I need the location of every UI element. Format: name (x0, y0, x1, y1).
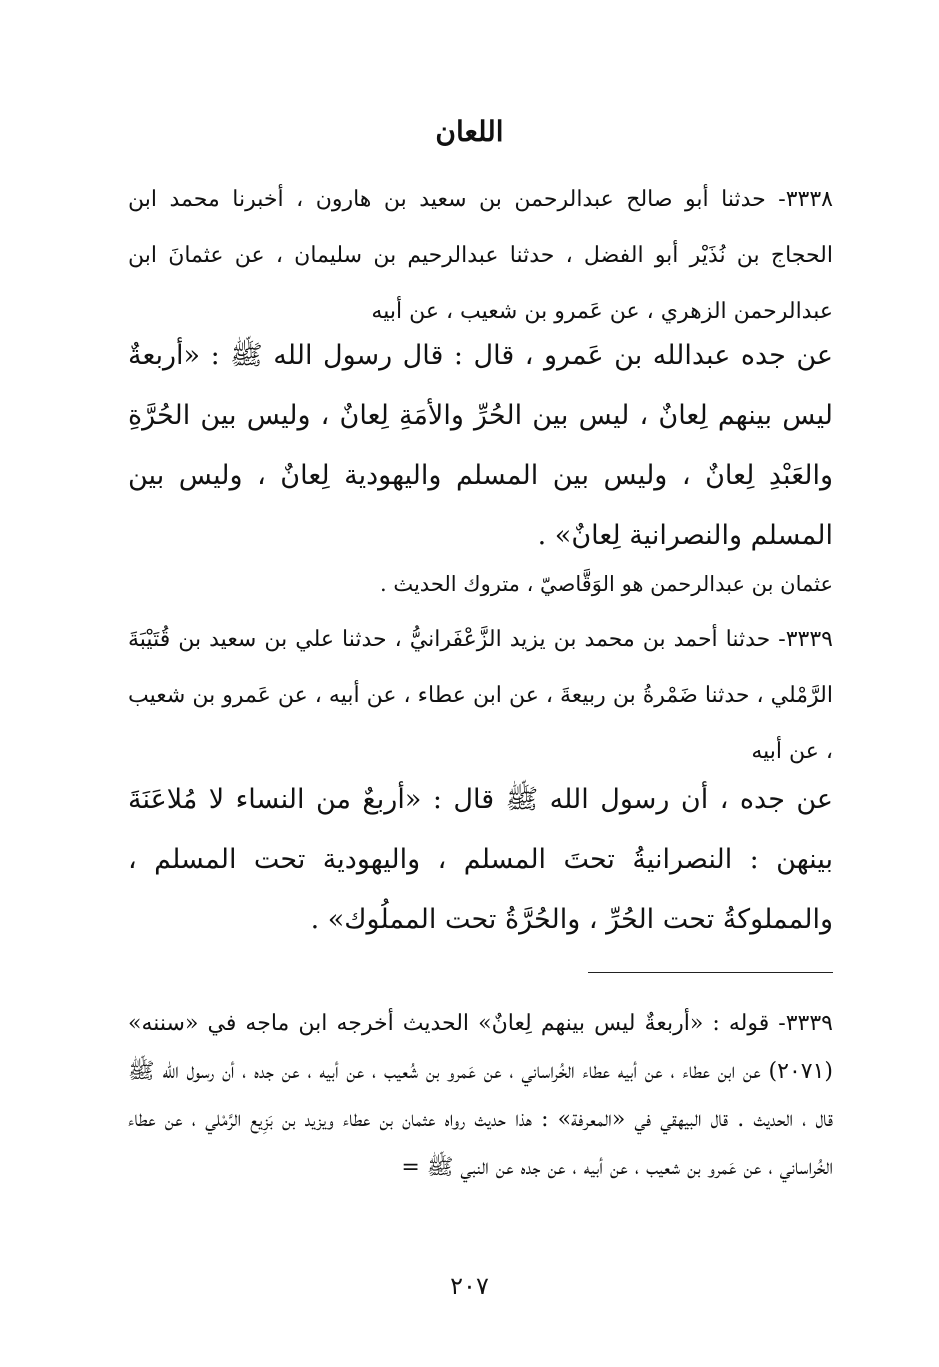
footnote (128, 1000, 833, 1192)
hadith-3339-matn (128, 770, 833, 950)
chapter-title: اللعان (435, 115, 504, 148)
footnote-separator (588, 972, 833, 973)
hadith-3338-matn (128, 326, 833, 566)
hadith-3339-isnad (128, 612, 833, 780)
hadith-3339-isnad-text: ٣٣٣٩- حدثنا أحمد بن محمد بن يزيد الزَّعْفَرانيُّ ، حدثنا علي بن سعيد بن قُتَيْبَةَ الرَّمْلي ، حدثنا ضَمْرةُ بن ربيعةَ ، عن ابن عطاء ، عن أبيه ، عن عَمرو بن شعيب ، عن أبيه (128, 627, 833, 764)
page-number: ٢٠٧ (450, 1272, 489, 1300)
hadith-3338-note (128, 558, 833, 610)
hadith-3338-note-text: عثمان بن عبدالرحمن هو الوَقَّاصيّ ، متروك الحديث . (379, 572, 833, 596)
hadith-3338-isnad-text: ٣٣٣٨- حدثنا أبو صالح عبدالرحمن بن سعيد بن هارون ، أخبرنا محمد ابن الحجاج بن نُذَيْر أبو الفضل ، حدثنا عبدالرحيم بن سليمان ، عن عثمانَ ابن عبدالرحمن الزهري ، عن عَمرو بن شعيب ، عن أبيه (128, 187, 833, 324)
footnote-text: ٣٣٣٩- قوله : «أربعةٌ ليس بينهم لِعانٌ» الحديث أخرجه ابن ماجه في «سننه» (٢٠٧١) عن ابن عطاء ، عن أبيه عطاء الخُراساني ، عن عَمرو بن شُعيب ، عن أبيه ، عن جده ، أن رسول الله ﷺ قال ، الحديث . قال البيهقي في «المعرفة» : هذا حديث رواه عثمان بن عطاء ويزيد بن بَزِيع الرَّمْلي ، عن عطاء الخُراساني ، عن عَمرو بن شعيب ، عن أبيه ، عن جده عن النبي ﷺ = (128, 1011, 833, 1180)
hadith-3338-isnad (128, 172, 833, 340)
hadith-3338-matn-text: عن جده عبدالله بن عَمرو ، قال : قال رسول الله ﷺ : «أربعةٌ ليس بينهم لِعانٌ ، ليس بين الحُرِّ والأمَةِ لِعانٌ ، وليس بين الحُرَّةِ والعَبْدِ لِعانٌ ، وليس بين المسلم واليهودية لِعانٌ ، وليس بين المسلم والنصرانية لِعانٌ» . (128, 340, 833, 551)
hadith-3339-matn-text: عن جده ، أن رسول الله ﷺ قال : «أربعٌ من النساء لا مُلاعَنَةَ بينهن : النصرانيةُ تحتَ المسلم ، واليهودية تحت المسلم ، والمملوكةُ تحت الحُرِّ ، والحُرَّةُ تحت المملُوك» . (128, 784, 833, 935)
